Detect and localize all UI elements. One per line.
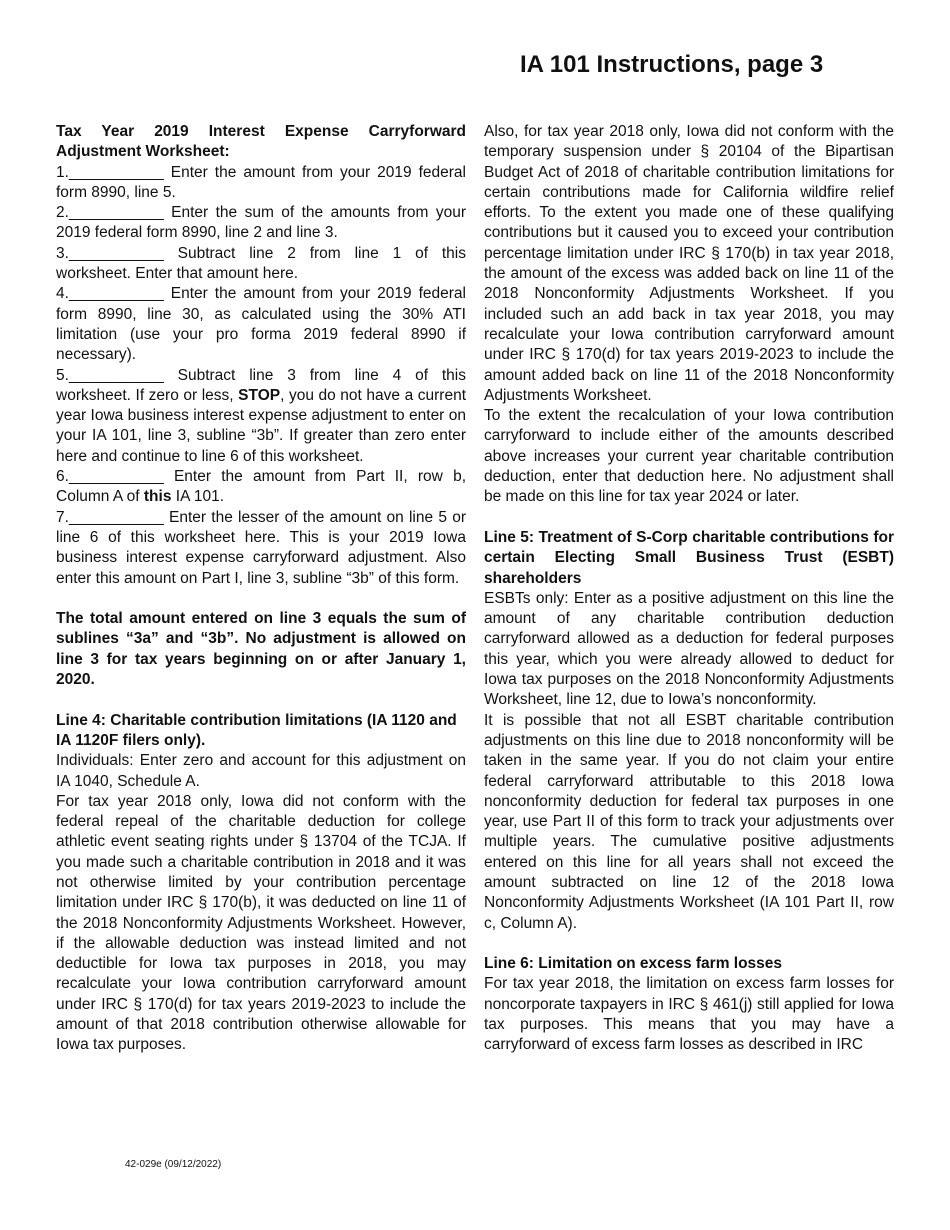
line6-text-b: IA 101. (175, 488, 225, 506)
worksheet-line-7: 7.___________ Enter the lesser of the amount on line 5 or line 6 of this worksheet here. This is your 2019 Iowa business interest expense carryforward adjustment. Also enter this amount on Part I, line 3, subline “3b” of this form. (56, 508, 466, 587)
line6-heading: Line 6: Limitation on excess farm losses (484, 955, 783, 973)
worksheet-line-4: 4.___________ Enter the amount from your 2019 federal form 8990, line 30, as calculated using the 30% ATI limitation (use your pro forma 2019 federal 8990 if necessary). (56, 285, 466, 364)
line5-text-b: , you do not have a current year Iowa business interest expense adjustment to enter on your IA 101, line 3, subline “3b”. If greater than zero enter here and continue to line 6 of this worksheet. (56, 386, 466, 465)
esbt-paragraph-2: It is possible that not all ESBT charitable contribution adjustments on this line due to 2018 nonconformity will be taken in the same year. If you do not claim your entire federal carryforward attributable to this 2018 Iowa nonconformity deduction for federal tax purposes in one year, use Part II of this form to track your adjustments over multiple years. The cumulative positive adjustments entered on this line for all years shall not exceed the amount subtracted on line 12 of the 2018 Iowa Nonconformity Adjustments Worksheet (IA 101 Part II, row c, Column A). (484, 711, 894, 932)
line5-stop: STOP (238, 386, 281, 404)
line4-heading: Line 4: Charitable contribution limitations (IA 1120 and IA 1120F filers only). (56, 711, 457, 749)
spacer (56, 589, 466, 609)
total-note: The total amount entered on line 3 equals the sum of sublines “3a” and “3b”. No adjustment is allowed on line 3 for tax years beginning on or after January 1, 2020. (56, 610, 466, 689)
line4-paragraph: For tax year 2018 only, Iowa did not conform with the federal repeal of the charitable deduction for college athletic event seating rights under § 13704 of the TCJA. If you made such a charitable contribution in 2018 and it was not otherwise limited by your contribution percentage limitation under IRC § 170(b), it was deducted on line 11 of the 2018 Nonconformity Adjustments Worksheet. However, if the allowable deduction was instead limited and not deductible for Iowa tax purposes in 2018, you may recalculate your Iowa contribution carryforward amount under IRC § 170(d) for tax years 2019-2023 to include the amount of that 2018 contribution otherwise allowable for Iowa tax purposes. (56, 792, 466, 1054)
worksheet-line-6 (56, 467, 466, 508)
worksheet-line-3: 3.___________ Subtract line 2 from line 1 of this worksheet. Enter that amount here. (56, 244, 466, 283)
left-column (56, 122, 466, 1056)
worksheet-line-5 (56, 366, 466, 467)
recalculation-paragraph: To the extent the recalculation of your Iowa contribution carryforward to include either of the amounts described above increases your current year charitable contribution deduction, enter that deduction here. No adjustment shall be made on this line for tax year 2024 or later. (484, 407, 894, 506)
worksheet-line-2: 2.___________ Enter the sum of the amounts from your 2019 federal form 8990, line 2 and line 3. (56, 204, 466, 242)
spacer (484, 508, 894, 528)
line6-text-a: 6.___________ Enter the amount from Part II, row b, Column A of (56, 468, 466, 506)
wildfire-paragraph: Also, for tax year 2018 only, Iowa did not conform with the temporary suspension under § 20104 of the Bipartisan Budget Act of 2018 of charitable contribution limitations for certain contributions made for California wildfire relief efforts. To the extent you made one of these qualifying contributions but it caused you to exceed your contribution percentage limitation under IRC § 170(b) in tax year 2018, the amount of the excess was added back on line 11 of the 2018 Nonconformity Adjustments Worksheet. If you included such an add back in tax year 2018, you may recalculate your Iowa contribution carryforward amount under IRC § 170(d) for tax years 2019-2023 to include the amount added back on line 11 of the 2018 Nonconformity Adjustments Worksheet. (484, 123, 894, 404)
right-column (484, 122, 894, 1056)
esbt-paragraph: ESBTs only: Enter as a positive adjustment on this line the amount of any charitable contribution deduction carryforward allowed as a deduction for federal purposes this year, which you were already allowed to deduct for Iowa tax purposes on the 2018 Nonconformity Adjustments Worksheet, line 12, due to Iowa’s nonconformity. (484, 589, 894, 709)
line6-paragraph: For tax year 2018, the limitation on excess farm losses for noncorporate taxpayers in IRC § 461(j) still applied for Iowa tax purposes. This means that you may have a carryforward of excess farm losses as described in IRC (484, 975, 894, 1054)
spacer (56, 690, 466, 710)
individuals-note: Individuals: Enter zero and account for this adjustment on IA 1040, Schedule A. (56, 752, 466, 790)
line5-text-a: 5.___________ Subtract line 3 from line 4 of this worksheet. If zero or less, (56, 366, 466, 404)
worksheet-line-1: 1.___________ Enter the amount from your 2019 federal form 8990, line 5. (56, 163, 466, 201)
worksheet-title: Tax Year 2019 Interest Expense Carryforward Adjustment Worksheet: (56, 123, 466, 161)
line5-heading: Line 5: Treatment of S-Corp charitable contributions for certain Electing Small Business Trust (ESBT) shareholders (484, 528, 894, 587)
form-id: 42-029e (09/12/2022) (125, 1159, 222, 1170)
line6-this: this (143, 488, 172, 506)
page-title: IA 101 Instructions, page 3 (520, 51, 824, 78)
spacer (484, 934, 894, 954)
